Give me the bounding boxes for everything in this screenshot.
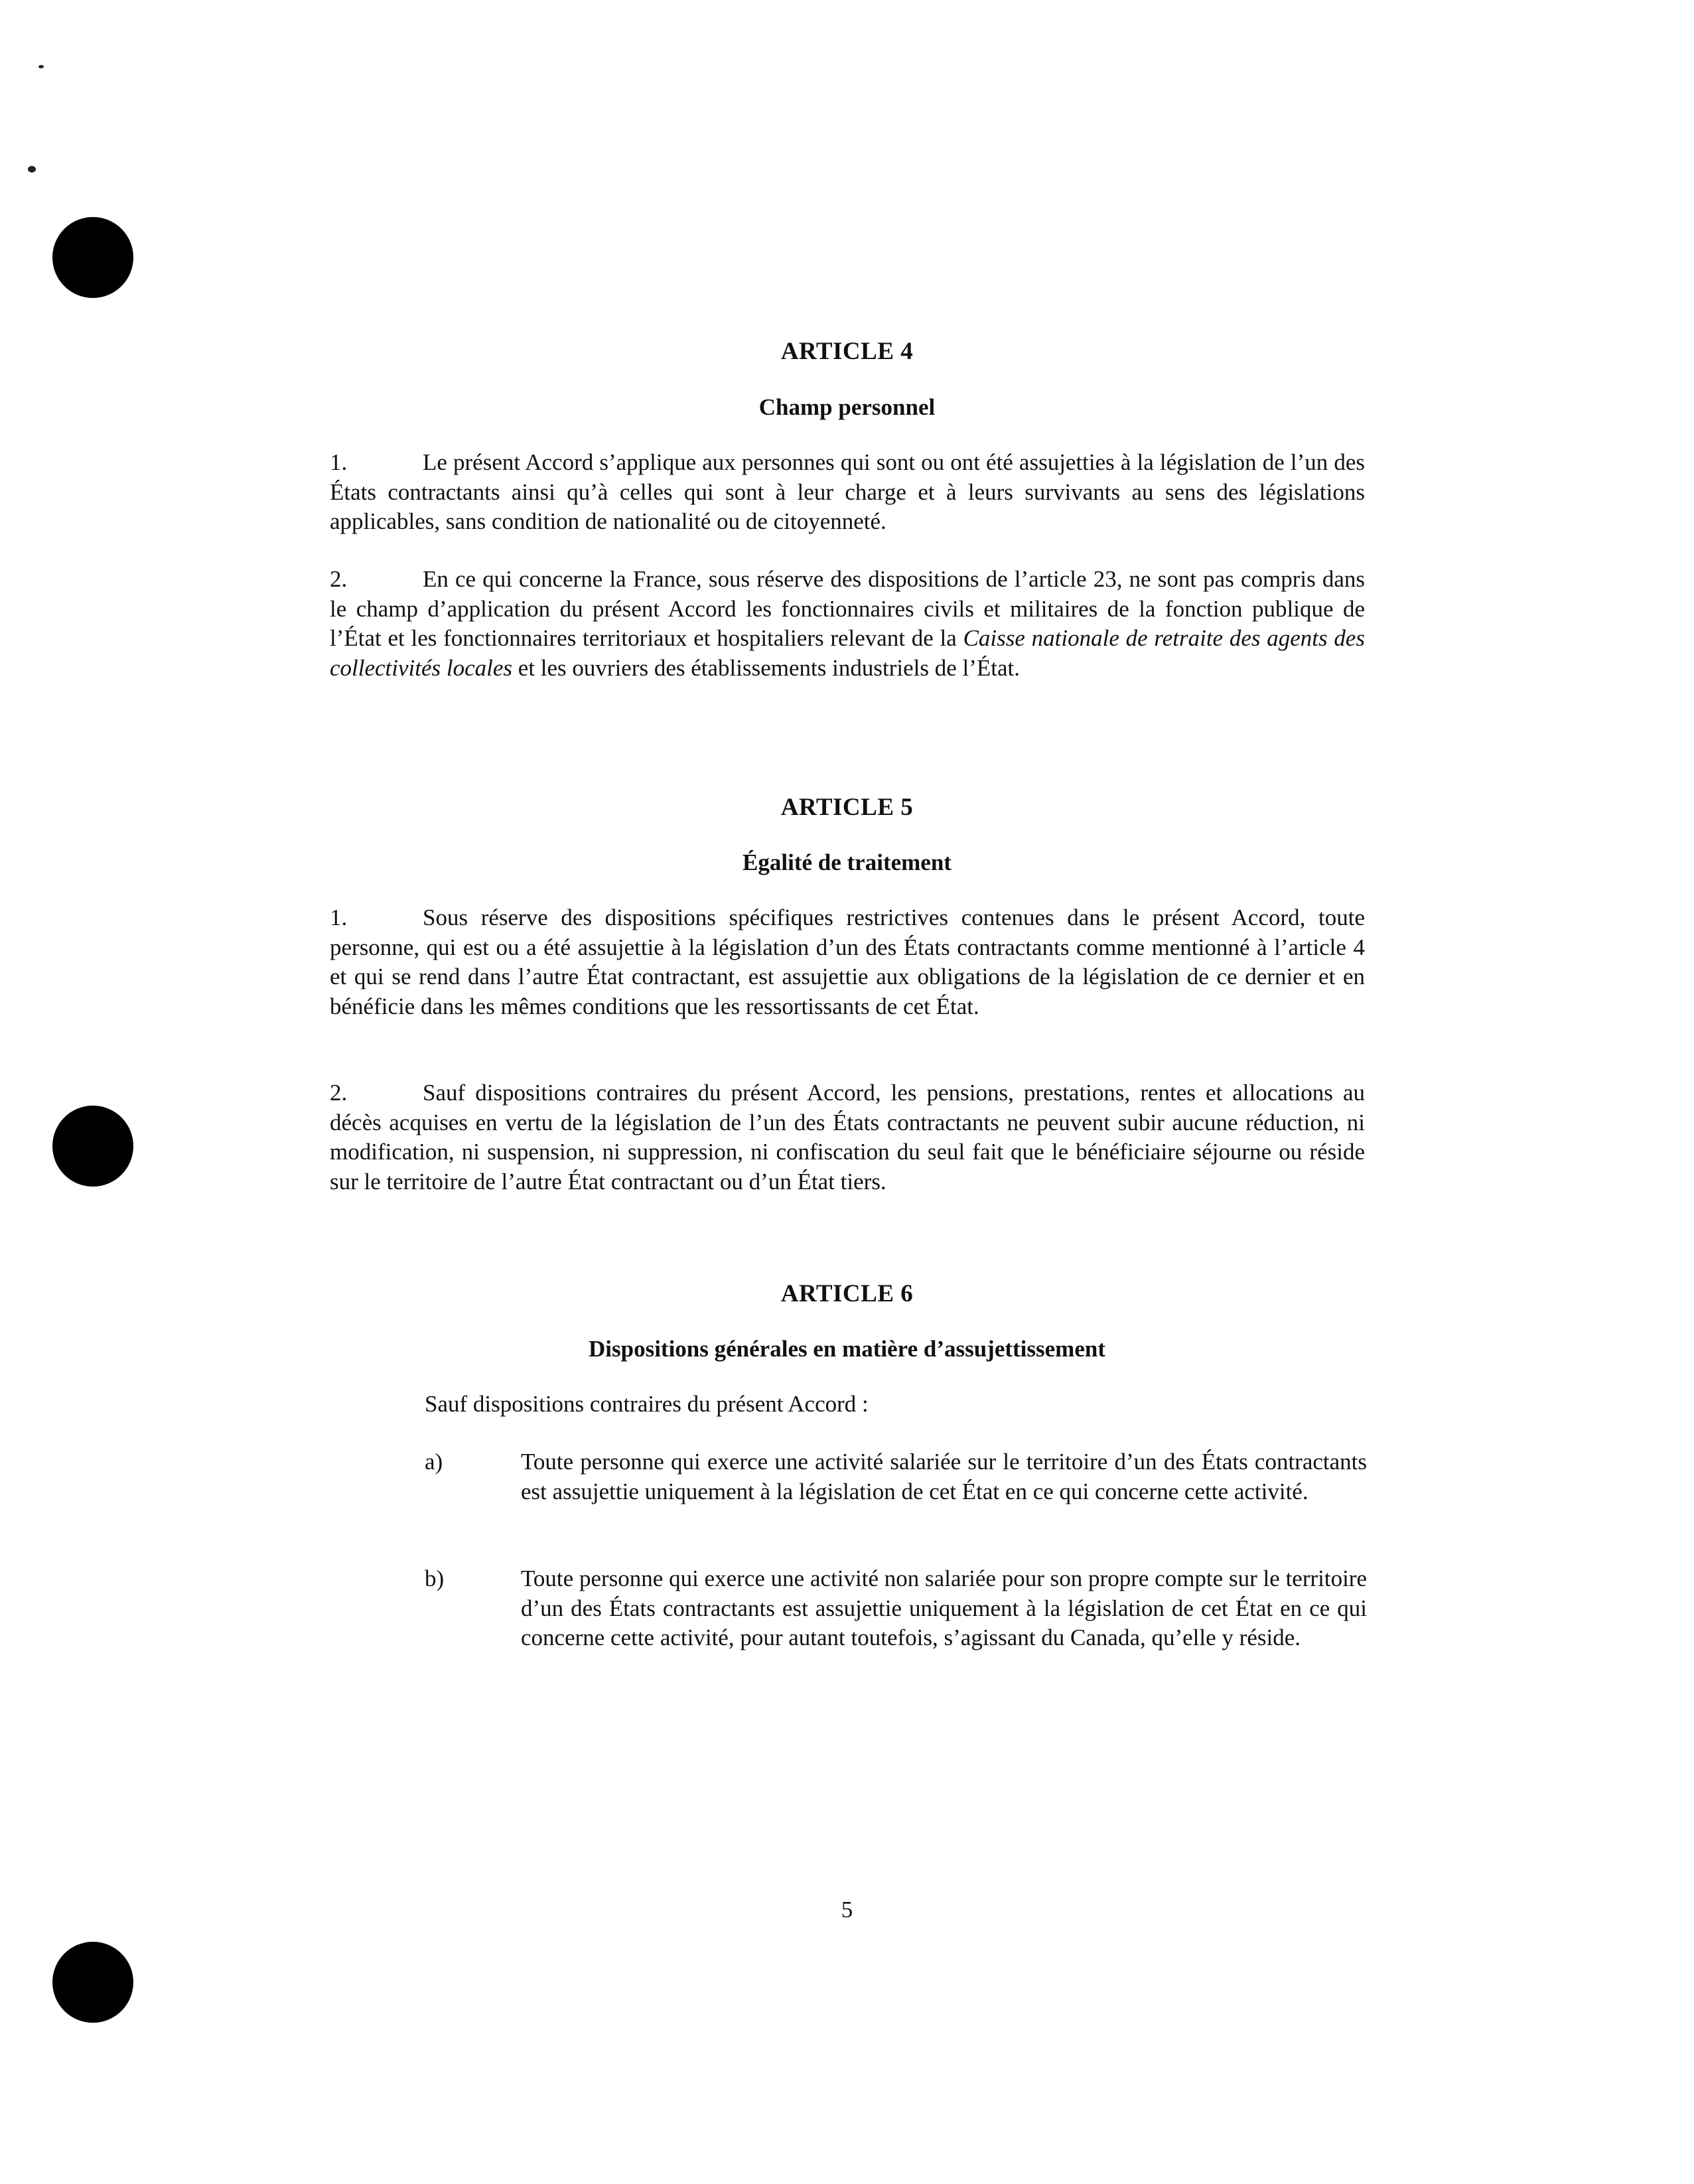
punch-hole (52, 217, 133, 298)
paragraph-number: 1. (330, 905, 348, 930)
article-5-heading: ARTICLE 5 (780, 794, 914, 821)
paragraph-text: Sous réserve des dispositions spécifiques restrictives contenues dans le présent Accord, toute personne, qui est ou a été assujettie à la législation d’un des États contractants comme mentionné à l’article 4 et qui se rend dans l’autre État contractant, est assujettie aux obligations de la législation de ce dernier et en bénéficie dans les mêmes conditions que les ressortissants de cet État. (330, 905, 1365, 1019)
article-5-subtitle: Égalité de traitement (742, 849, 952, 875)
punch-hole (52, 1942, 133, 2023)
article-6-heading: ARTICLE 6 (780, 1280, 914, 1307)
list-item-text: Toute personne qui exerce une activité salariée sur le territoire d’un des États contractants est assujettie uniquement à la législation de cet État en ce qui concerne cette activité. (521, 1449, 1367, 1504)
article-5-paragraph-2 (330, 1078, 1365, 1197)
list-marker: b) (425, 1565, 445, 1591)
article-6-intro: Sauf dispositions contraires du présent Accord : (425, 1391, 869, 1417)
page-number: 5 (841, 1897, 853, 1923)
article-6-subtitle: Dispositions générales en matière d’assujettissement (589, 1336, 1105, 1362)
list-item-text: Toute personne qui exerce une activité non salariée pour son propre compte sur le territoire d’un des États contractants est assujettie uniquement à la législation de cet État en ce qui concerne cette activité, pour autant toutefois, s’agissant du Canada, qu’elle y réside. (521, 1565, 1367, 1650)
list-marker: a) (425, 1449, 443, 1475)
article-4-heading: ARTICLE 4 (780, 338, 914, 365)
paragraph-number: 1. (330, 449, 348, 475)
paragraph-text: En ce qui concerne la France, sous réserve des dispositions de l’article 23, ne sont pas compris dans le champ d’application du présent Accord les fonctionnaires civils et militaires de la fonction publique de l’État et les fonctionnaires territoriaux et hospitaliers relevant de la (330, 566, 1365, 651)
article-5-paragraph-1 (330, 903, 1365, 1021)
article-6-item-b (425, 1564, 1367, 1653)
scan-speck (28, 166, 36, 173)
paragraph-text: Sauf dispositions contraires du présent Accord, les pensions, prestations, rentes et allocations au décès acquises en vertu de la législation de l’un des États contractants ne peuvent subir aucune réduction, ni modification, ni suspension, ni suppression, ni confiscation du seul fait que le bénéficiaire séjourne ou réside sur le territoire de l’autre État contractant ou d’un État tiers. (330, 1080, 1365, 1195)
scan-speck (38, 65, 44, 68)
article-6-item-a (425, 1447, 1367, 1506)
paragraph-text-end: et les ouvriers des établissements industriels de l’État. (512, 654, 1020, 681)
institution-name: Caisse nationale de retraite des agents des collectivités locales (330, 625, 1365, 681)
article-4-paragraph-1 (330, 448, 1365, 537)
paragraph-number: 2. (330, 566, 348, 592)
article-4-subtitle: Champ personnel (758, 394, 936, 420)
paragraph-text: Le présent Accord s’applique aux personnes qui sont ou ont été assujetties à la législation de l’un des États contractants ainsi qu’à celles qui sont à leur charge et à leurs survivants au sens des législations applicables, sans condition de nationalité ou de citoyenneté. (330, 449, 1365, 534)
paragraph-number: 2. (330, 1080, 348, 1106)
article-4-paragraph-2 (330, 565, 1365, 683)
punch-hole (52, 1106, 133, 1187)
